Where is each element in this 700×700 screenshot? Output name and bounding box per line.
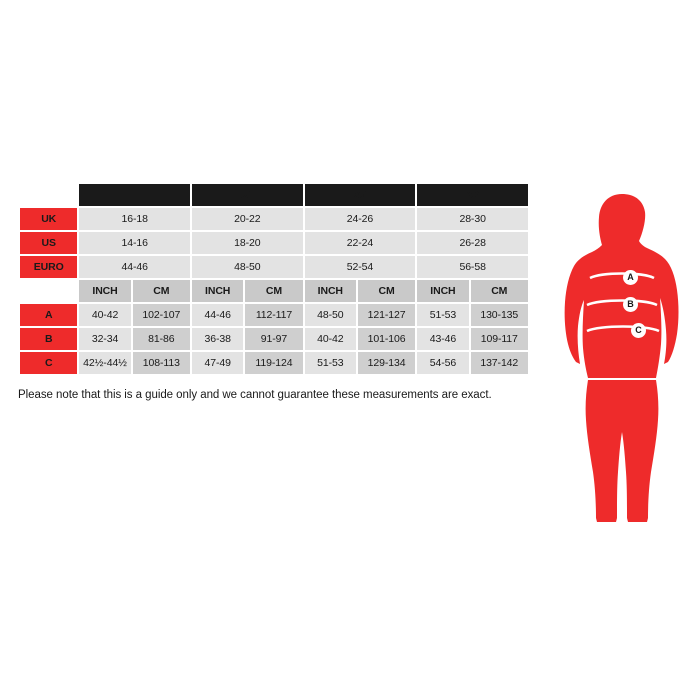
cell-uk-x2: 24-26 — [305, 208, 416, 230]
row-label-euro: EURO — [20, 256, 77, 278]
table-row — [20, 232, 528, 254]
cell-a-l-cm: 102-107 — [133, 304, 190, 326]
size-chart — [18, 182, 538, 401]
figure-marker-b: B — [623, 297, 638, 312]
cell-uk-l: 16-18 — [79, 208, 190, 230]
table-row — [20, 328, 528, 350]
cell-b-x1-inch: 36-38 — [192, 328, 243, 350]
row-label-c: C — [20, 352, 77, 374]
cell-c-x1-cm: 119-124 — [245, 352, 302, 374]
table-row — [20, 208, 528, 230]
cell-b-x3-cm: 109-117 — [471, 328, 528, 350]
cell-a-x2-cm: 121-127 — [358, 304, 415, 326]
guide-note: Please note that this is a guide only and we cannot guarantee these measurements are exact. — [18, 389, 492, 401]
cell-b-l-cm: 81-86 — [133, 328, 190, 350]
cell-b-x3-inch: 43-46 — [417, 328, 468, 350]
size-header-l: L — [79, 184, 190, 206]
cell-a-l-inch: 40-42 — [79, 304, 130, 326]
table-row — [20, 304, 528, 326]
cell-euro-l: 44-46 — [79, 256, 190, 278]
unit-header-inch-x3: INCH — [417, 280, 468, 302]
table-row — [20, 352, 528, 374]
cell-a-x1-cm: 112-117 — [245, 304, 302, 326]
cell-a-x2-inch: 48-50 — [305, 304, 356, 326]
silhouette-svg — [560, 192, 685, 522]
size-chart-table — [18, 182, 530, 376]
unit-header-inch-l: INCH — [79, 280, 130, 302]
cell-c-x2-inch: 51-53 — [305, 352, 356, 374]
cell-a-x3-cm: 130-135 — [471, 304, 528, 326]
cell-uk-x1: 20-22 — [192, 208, 303, 230]
cell-b-x1-cm: 91-97 — [245, 328, 302, 350]
size-header-x3: X3 — [417, 184, 528, 206]
cell-uk-x3: 28-30 — [417, 208, 528, 230]
row-label-b: B — [20, 328, 77, 350]
cell-b-l-inch: 32-34 — [79, 328, 130, 350]
cell-b-x2-cm: 101-106 — [358, 328, 415, 350]
cell-us-l: 14-16 — [79, 232, 190, 254]
table-row-size-headers — [20, 184, 528, 206]
table-row-unit-headers — [20, 280, 528, 302]
row-label-uk: UK — [20, 208, 77, 230]
cell-c-l-cm: 108-113 — [133, 352, 190, 374]
cell-us-x3: 26-28 — [417, 232, 528, 254]
unit-header-cm-x3: CM — [471, 280, 528, 302]
size-header-x2: X2 — [305, 184, 416, 206]
figure-marker-a: A — [623, 270, 638, 285]
cell-a-x1-inch: 44-46 — [192, 304, 243, 326]
cell-euro-x3: 56-58 — [417, 256, 528, 278]
cell-c-x1-inch: 47-49 — [192, 352, 243, 374]
cell-us-x2: 22-24 — [305, 232, 416, 254]
cell-euro-x1: 48-50 — [192, 256, 303, 278]
cell-us-x1: 18-20 — [192, 232, 303, 254]
size-header-x1: X1 — [192, 184, 303, 206]
body-silhouette — [560, 192, 685, 522]
table-row — [20, 256, 528, 278]
unit-header-cm-x1: CM — [245, 280, 302, 302]
unit-header-inch-x1: INCH — [192, 280, 243, 302]
cell-euro-x2: 52-54 — [305, 256, 416, 278]
corner-cell — [20, 184, 77, 206]
row-label-us: US — [20, 232, 77, 254]
cell-c-x3-inch: 54-56 — [417, 352, 468, 374]
corner-cell-units — [20, 280, 77, 302]
cell-a-x3-inch: 51-53 — [417, 304, 468, 326]
cell-b-x2-inch: 40-42 — [305, 328, 356, 350]
cell-c-x3-cm: 137-142 — [471, 352, 528, 374]
figure-marker-c: C — [631, 323, 646, 338]
unit-header-inch-x2: INCH — [305, 280, 356, 302]
unit-header-cm-l: CM — [133, 280, 190, 302]
cell-c-l-inch: 42½-44½ — [79, 352, 130, 374]
unit-header-cm-x2: CM — [358, 280, 415, 302]
row-label-a: A — [20, 304, 77, 326]
cell-c-x2-cm: 129-134 — [358, 352, 415, 374]
